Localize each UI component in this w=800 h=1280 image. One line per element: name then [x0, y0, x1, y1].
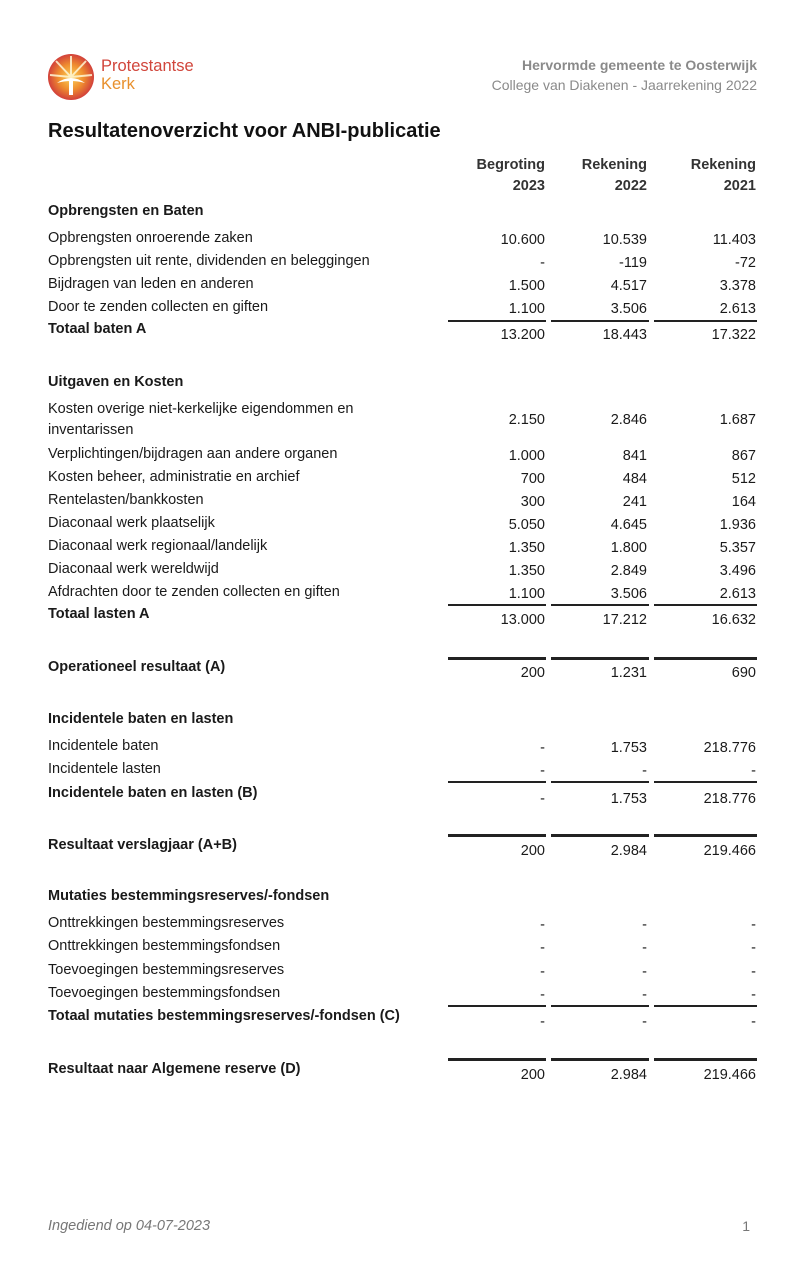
value-cell: 690 — [731, 665, 756, 681]
total-rule — [654, 781, 757, 783]
total-rule — [551, 1058, 649, 1061]
value-cell: 1.100 — [508, 586, 545, 602]
row-label: Incidentele baten en lasten (B) — [48, 785, 258, 801]
value-cell: - — [642, 964, 647, 980]
row-label: Mutaties bestemmingsreserves/-fondsen — [48, 888, 330, 904]
value-cell: 200 — [520, 1067, 545, 1083]
row-label: Diaconaal werk regionaal/landelijk — [48, 538, 268, 554]
value-cell: 13.200 — [500, 327, 545, 343]
row-label: Totaal baten A — [48, 321, 147, 337]
value-cell: - — [540, 740, 545, 756]
value-cell: 10.539 — [602, 232, 647, 248]
value-cell: 5.050 — [508, 517, 545, 533]
value-cell: - — [642, 1014, 647, 1030]
value-cell: 3.496 — [719, 563, 756, 579]
total-rule — [448, 781, 546, 783]
row-label: Onttrekkingen bestemmingsreserves — [48, 915, 285, 931]
row-label: Opbrengsten onroerende zaken — [48, 230, 253, 246]
total-rule — [654, 1058, 757, 1061]
church-emblem-icon — [47, 53, 95, 101]
value-cell: 2.984 — [610, 1067, 647, 1083]
column-header-1 — [445, 155, 545, 197]
row-label: Toevoegingen bestemmingsreserves — [48, 962, 285, 978]
value-cell: 5.357 — [719, 540, 756, 556]
row-label: Kosten overige niet-kerkelijke eigendommen en — [48, 401, 354, 417]
column-header-year: 2022 — [614, 178, 647, 194]
value-cell: 4.645 — [610, 517, 647, 533]
value-cell: -72 — [735, 255, 756, 271]
total-rule — [448, 1005, 546, 1007]
value-cell: 13.000 — [500, 612, 545, 628]
value-cell: 11.403 — [712, 232, 756, 248]
value-cell: 2.150 — [508, 412, 545, 428]
row-label-continued: inventarissen — [48, 422, 134, 438]
value-cell: - — [540, 917, 545, 933]
value-cell: 1.753 — [610, 791, 647, 807]
value-cell: 3.506 — [610, 586, 647, 602]
value-cell: 10.600 — [500, 232, 545, 248]
row-label: Onttrekkingen bestemmingsfondsen — [48, 938, 281, 954]
value-cell: 200 — [520, 665, 545, 681]
column-header-3 — [656, 155, 756, 197]
submission-date: Ingediend op 04-07-2023 — [48, 1218, 211, 1234]
total-rule — [448, 320, 546, 322]
value-cell: - — [540, 940, 545, 956]
value-cell: 3.506 — [610, 301, 647, 317]
row-label: Resultaat naar Algemene reserve (D) — [48, 1061, 301, 1077]
value-cell: 2.613 — [719, 586, 756, 602]
value-cell: - — [540, 1014, 545, 1030]
value-cell: 164 — [731, 494, 756, 510]
value-cell: 17.322 — [711, 327, 756, 343]
page-title: Resultatenoverzicht voor ANBI-publicatie — [48, 120, 441, 142]
value-cell: 841 — [622, 448, 647, 464]
column-header-title: Rekening — [690, 157, 756, 173]
value-cell: 1.753 — [610, 740, 647, 756]
total-rule — [551, 657, 649, 660]
value-cell: 1.350 — [508, 540, 545, 556]
total-rule — [551, 834, 649, 837]
value-cell: 1.936 — [719, 517, 756, 533]
organization-name: Hervormde gemeente te Oosterwijk — [522, 57, 757, 73]
logo-text-line1: Protestantse — [101, 57, 194, 75]
value-cell: 218.776 — [703, 791, 756, 807]
document-header — [492, 55, 757, 95]
value-cell: - — [642, 940, 647, 956]
row-label: Incidentele lasten — [48, 761, 161, 777]
value-cell: -119 — [619, 255, 647, 271]
total-rule — [448, 657, 546, 660]
row-label: Bijdragen van leden en anderen — [48, 276, 254, 292]
value-cell: - — [751, 940, 756, 956]
row-label: Incidentele baten — [48, 738, 159, 754]
value-cell: 867 — [731, 448, 756, 464]
value-cell: 1.350 — [508, 563, 545, 579]
document-subtitle: College van Diakenen - Jaarrekening 2022 — [491, 77, 757, 93]
value-cell: 700 — [520, 471, 545, 487]
value-cell: - — [540, 255, 545, 271]
value-cell: 218.776 — [703, 740, 756, 756]
row-label: Verplichtingen/bijdragen aan andere organen — [48, 446, 338, 462]
value-cell: 2.613 — [719, 301, 756, 317]
value-cell: - — [642, 917, 647, 933]
total-rule — [551, 320, 649, 322]
row-label: Uitgaven en Kosten — [48, 374, 184, 390]
value-cell: - — [540, 964, 545, 980]
value-cell: 2.846 — [610, 412, 647, 428]
row-label: Opbrengsten uit rente, dividenden en beleggingen — [48, 253, 370, 269]
value-cell: 200 — [520, 843, 545, 859]
row-label: Diaconaal werk wereldwijd — [48, 561, 219, 577]
row-label: Toevoegingen bestemmingsfondsen — [48, 985, 281, 1001]
total-rule — [551, 1005, 649, 1007]
value-cell: - — [540, 987, 545, 1003]
value-cell: - — [751, 1014, 756, 1030]
row-label: Rentelasten/bankkosten — [48, 492, 204, 508]
row-label: Door te zenden collecten en giften — [48, 299, 269, 315]
value-cell: 300 — [520, 494, 545, 510]
row-label: Afdrachten door te zenden collecten en giften — [48, 584, 340, 600]
value-cell: 1.687 — [719, 412, 756, 428]
value-cell: - — [751, 987, 756, 1003]
total-rule — [654, 834, 757, 837]
value-cell: 1.100 — [508, 301, 545, 317]
value-cell: - — [751, 763, 756, 779]
logo-text-line2: Kerk — [101, 75, 135, 93]
column-header-title: Begroting — [476, 157, 545, 173]
value-cell: - — [751, 964, 756, 980]
total-rule — [654, 604, 757, 606]
protestantse-kerk-logo — [47, 53, 207, 101]
value-cell: 2.984 — [610, 843, 647, 859]
total-rule — [654, 1005, 757, 1007]
value-cell: - — [540, 791, 545, 807]
row-label: Diaconaal werk plaatselijk — [48, 515, 215, 531]
total-rule — [654, 320, 757, 322]
value-cell: 241 — [622, 494, 647, 510]
row-label: Totaal mutaties bestemmingsreserves/-fondsen (C) — [48, 1008, 400, 1024]
value-cell: - — [642, 987, 647, 1003]
value-cell: 512 — [731, 471, 756, 487]
value-cell: 4.517 — [610, 278, 647, 294]
value-cell: 18.443 — [602, 327, 647, 343]
value-cell: - — [540, 763, 545, 779]
value-cell: 484 — [622, 471, 647, 487]
value-cell: - — [642, 763, 647, 779]
row-label: Kosten beheer, administratie en archief — [48, 469, 300, 485]
total-rule — [551, 604, 649, 606]
column-header-year: 2023 — [512, 178, 545, 194]
page-number: 1 — [742, 1218, 750, 1234]
row-label: Totaal lasten A — [48, 606, 150, 622]
total-rule — [448, 604, 546, 606]
value-cell: - — [751, 917, 756, 933]
row-label: Incidentele baten en lasten — [48, 711, 234, 727]
value-cell: 219.466 — [703, 1067, 756, 1083]
row-label: Resultaat verslagjaar (A+B) — [48, 837, 237, 853]
value-cell: 1.231 — [610, 665, 647, 681]
value-cell: 1.800 — [610, 540, 647, 556]
row-label: Opbrengsten en Baten — [48, 203, 204, 219]
column-header-title: Rekening — [581, 157, 647, 173]
row-label: Operationeel resultaat (A) — [48, 659, 226, 675]
value-cell: 2.849 — [610, 563, 647, 579]
value-cell: 1.000 — [508, 448, 545, 464]
value-cell: 17.212 — [602, 612, 647, 628]
column-header-2 — [547, 155, 647, 197]
value-cell: 3.378 — [719, 278, 756, 294]
value-cell: 219.466 — [703, 843, 756, 859]
value-cell: 16.632 — [711, 612, 756, 628]
total-rule — [448, 1058, 546, 1061]
column-header-year: 2021 — [723, 178, 756, 194]
value-cell: 1.500 — [508, 278, 545, 294]
total-rule — [654, 657, 757, 660]
total-rule — [551, 781, 649, 783]
total-rule — [448, 834, 546, 837]
